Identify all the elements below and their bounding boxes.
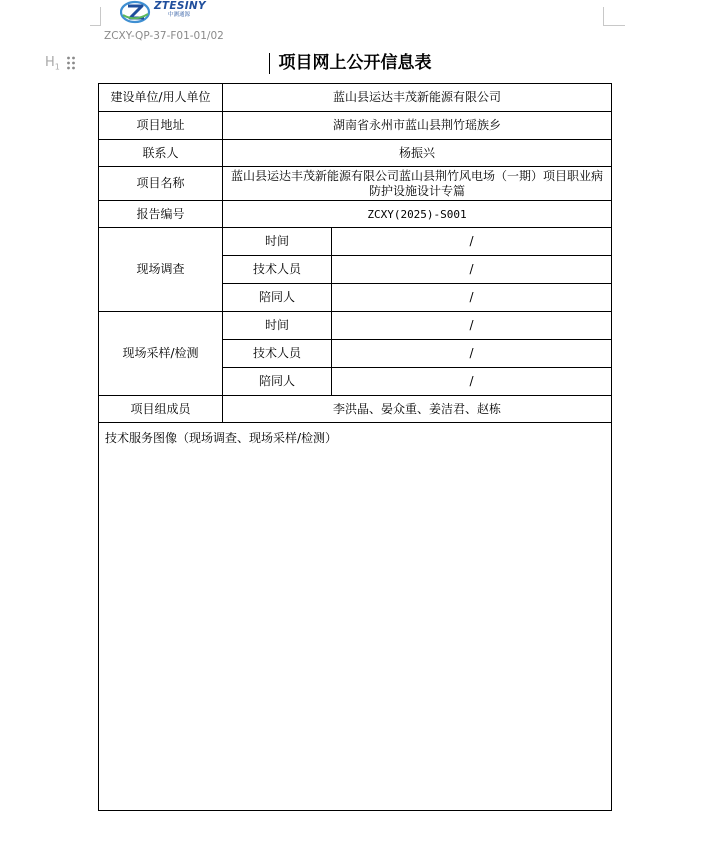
- page-corner-mark-left: [90, 7, 101, 26]
- survey-tech-label-cell[interactable]: 技术人员: [223, 256, 332, 284]
- text-cursor: [269, 53, 270, 74]
- project-info-table: [98, 83, 612, 811]
- sampling-escort-label-cell[interactable]: 陪同人: [223, 368, 332, 396]
- address-label-cell[interactable]: 项目地址: [99, 112, 223, 140]
- survey-escort-label-cell[interactable]: 陪同人: [223, 284, 332, 312]
- sampling-time-value-cell[interactable]: /: [332, 312, 612, 340]
- table-row-images: [99, 423, 612, 811]
- logo-mark-icon: [120, 0, 154, 24]
- survey-label-cell[interactable]: 现场调查: [99, 228, 223, 312]
- page-corner-mark-right: [603, 7, 625, 26]
- survey-time-label-cell[interactable]: 时间: [223, 228, 332, 256]
- table-row-sampling-time: [99, 312, 612, 340]
- survey-escort-value-cell[interactable]: /: [332, 284, 612, 312]
- table-row-report-no: [99, 201, 612, 228]
- table-row-unit: [99, 84, 612, 112]
- members-label-cell[interactable]: 项目组成员: [99, 396, 223, 423]
- survey-time-value-cell[interactable]: /: [332, 228, 612, 256]
- table-row-project-name: [99, 167, 612, 201]
- table-row-survey-time: [99, 228, 612, 256]
- sampling-time-label-cell[interactable]: 时间: [223, 312, 332, 340]
- images-cell[interactable]: 技术服务图像（现场调查、现场采样/检测）: [99, 423, 612, 811]
- company-logo: [120, 0, 204, 24]
- page-title[interactable]: 项目网上公开信息表: [278, 53, 432, 73]
- project-name-label-cell[interactable]: 项目名称: [99, 167, 223, 201]
- unit-value-cell[interactable]: 蓝山县运达丰茂新能源有限公司: [223, 84, 612, 112]
- table-row-members: [99, 396, 612, 423]
- logo-subtitle-text: 中测通源: [168, 12, 191, 18]
- contact-value-cell[interactable]: 杨振兴: [223, 140, 612, 167]
- members-value-cell[interactable]: 李洪晶、晏众重、姜洁君、赵栋: [223, 396, 612, 423]
- address-value-cell[interactable]: 湖南省永州市蓝山县荆竹瑶族乡: [223, 112, 612, 140]
- heading-level-icon[interactable]: $H_1$: [45, 55, 60, 72]
- sampling-tech-label-cell[interactable]: 技术人员: [223, 340, 332, 368]
- sampling-label-cell[interactable]: 现场采样/检测: [99, 312, 223, 396]
- table-row-address: [99, 112, 612, 140]
- report-no-value-cell[interactable]: ZCXY(2025)-S001: [223, 201, 612, 228]
- project-name-value-cell[interactable]: 蓝山县运达丰茂新能源有限公司蓝山县荆竹风电场（一期）项目职业病防护设施设计专篇: [223, 167, 612, 201]
- table-row-contact: [99, 140, 612, 167]
- sampling-escort-value-cell[interactable]: /: [332, 368, 612, 396]
- unit-label-cell[interactable]: 建设单位/用人单位: [99, 84, 223, 112]
- report-no-label-cell[interactable]: 报告编号: [99, 201, 223, 228]
- sampling-tech-value-cell[interactable]: /: [332, 340, 612, 368]
- logo-brand-text: ZTESINY: [154, 0, 206, 12]
- document-code: ZCXY-QP-37-F01-01/02: [104, 30, 224, 42]
- survey-tech-value-cell[interactable]: /: [332, 256, 612, 284]
- contact-label-cell[interactable]: 联系人: [99, 140, 223, 167]
